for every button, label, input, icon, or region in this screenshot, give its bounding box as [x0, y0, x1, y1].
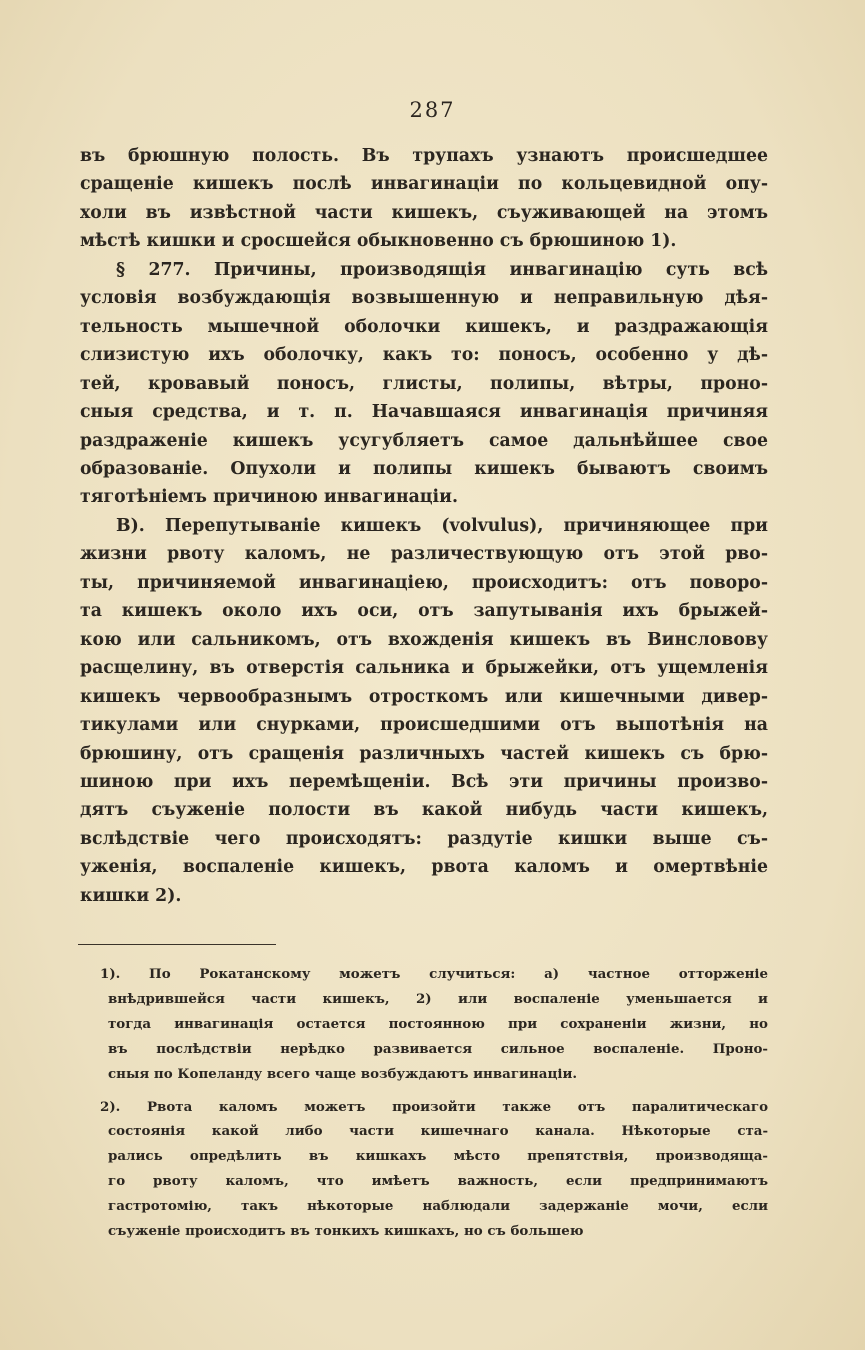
- text-line: тяготѣніемъ причиною инвагинаціи.: [80, 487, 458, 508]
- text-line: жизни рвоту каломъ, не различествующую отъ этой рво-: [80, 544, 768, 565]
- footnote-line: состоянія какой либо части кишечнаго канала. Нѣкоторые ста-: [108, 1123, 768, 1140]
- text-line: брюшину, отъ сращенія различныхъ частей кишекъ съ брю-: [80, 743, 768, 764]
- text-line: тикулами или снурками, происшедшими отъ выпотѣнія на: [80, 715, 768, 736]
- footnote-line: въ послѣдствіи нерѣдко развивается сильное воспаленіе. Проно-: [108, 1040, 768, 1057]
- footnote-line: 2). Рвота каломъ можетъ произойти также отъ паралитическаго: [100, 1098, 768, 1115]
- text-line: въ брюшную полость. Въ трупахъ узнаютъ происшедшее: [80, 146, 768, 166]
- text-line: кою или сальникомъ, отъ вхожденія кишекъ въ Винсловову: [80, 629, 768, 650]
- text-line: тей, кровавый поносъ, глисты, полипы, вѣтры, проно-: [80, 373, 768, 394]
- text-line: ты, причиняемой инвагинаціею, происходитъ: отъ поворо-: [80, 572, 768, 593]
- paragraph: [80, 142, 768, 256]
- text-line: дятъ съуженіе полости въ какой нибудь части кишекъ,: [80, 800, 768, 821]
- footnote-line: 1). По Рокатанскому можетъ случиться: а) частное отторженіе: [100, 966, 768, 982]
- footnote-line: рались опредѣлить въ кишкахъ мѣсто препятствія, производяща-: [108, 1148, 768, 1165]
- text-line: расщелину, въ отверстія сальника и брыжейки, отъ ущемленія: [80, 658, 768, 679]
- footnote: [100, 962, 768, 1087]
- footnote-line: внѣдрившейся части кишекъ, 2) или воспаленіе уменьшается и: [108, 990, 768, 1007]
- page-number: 287: [409, 98, 456, 122]
- text-line: слизистую ихъ оболочку, какъ то: поносъ, особенно у дѣ-: [80, 345, 768, 366]
- footnote: [100, 1095, 768, 1244]
- text-line: кишекъ червообразнымъ отросткомъ или кишечными дивер-: [80, 686, 768, 707]
- footnotes: [100, 962, 768, 1252]
- main-text: [80, 142, 768, 910]
- text-line: холи въ извѣстной части кишекъ, съуживающей на этомъ: [80, 202, 768, 223]
- text-line: шиною при ихъ перемѣщеніи. Всѣ эти причины произво-: [80, 771, 768, 792]
- text-line: мѣстѣ кишки и сросшейся обыкновенно съ брюшиною 1).: [80, 231, 677, 252]
- paragraph: [80, 512, 768, 910]
- text-line: раздраженіе кишекъ усугубляетъ самое дальнѣйшее свое: [80, 430, 768, 451]
- paragraph: [80, 256, 768, 512]
- text-line: сращеніе кишекъ послѣ инвагинаціи по кольцевидной опу-: [80, 174, 768, 195]
- footnote-line: сныя по Копеланду всего чаще возбуждаютъ инвагинаціи.: [108, 1065, 578, 1082]
- footnote-line: тогда инвагинація остается постоянною при сохраненіи жизни, но: [108, 1015, 768, 1032]
- text-line: § 277. Причины, производящія инвагинацію суть всѣ: [116, 259, 768, 280]
- text-line: уженія, воспаленіе кишекъ, рвота каломъ и омертвѣніе: [80, 857, 768, 878]
- text-line: В). Перепутываніе кишекъ (volvulus), причиняющее при: [116, 515, 768, 536]
- text-line: сныя средства, и т. п. Начавшаяся инвагинація причиняя: [80, 402, 768, 423]
- footnote-line: гастротомію, такъ нѣкоторые наблюдали задержаніе мочи, если: [108, 1198, 768, 1215]
- text-line: тельность мышечной оболочки кишекъ, и раздражающія: [80, 316, 768, 337]
- footnote-line: го рвоту каломъ, что имѣетъ важность, если предпринимаютъ: [108, 1173, 768, 1190]
- text-line: кишки 2).: [80, 885, 182, 906]
- footnote-divider: [78, 944, 276, 945]
- text-line: условія возбуждающія возвышенную и неправильную дѣя-: [80, 288, 768, 309]
- footnote-line: съуженіе происходитъ въ тонкихъ кишкахъ, но съ большею: [108, 1223, 584, 1240]
- text-line: вслѣдствіе чего происходятъ: раздутіе кишки выше съ-: [80, 828, 768, 849]
- text-line: образованіе. Опухоли и полипы кишекъ бываютъ своимъ: [80, 458, 768, 479]
- text-line: та кишекъ около ихъ оси, отъ запутыванія ихъ брыжей-: [80, 601, 768, 622]
